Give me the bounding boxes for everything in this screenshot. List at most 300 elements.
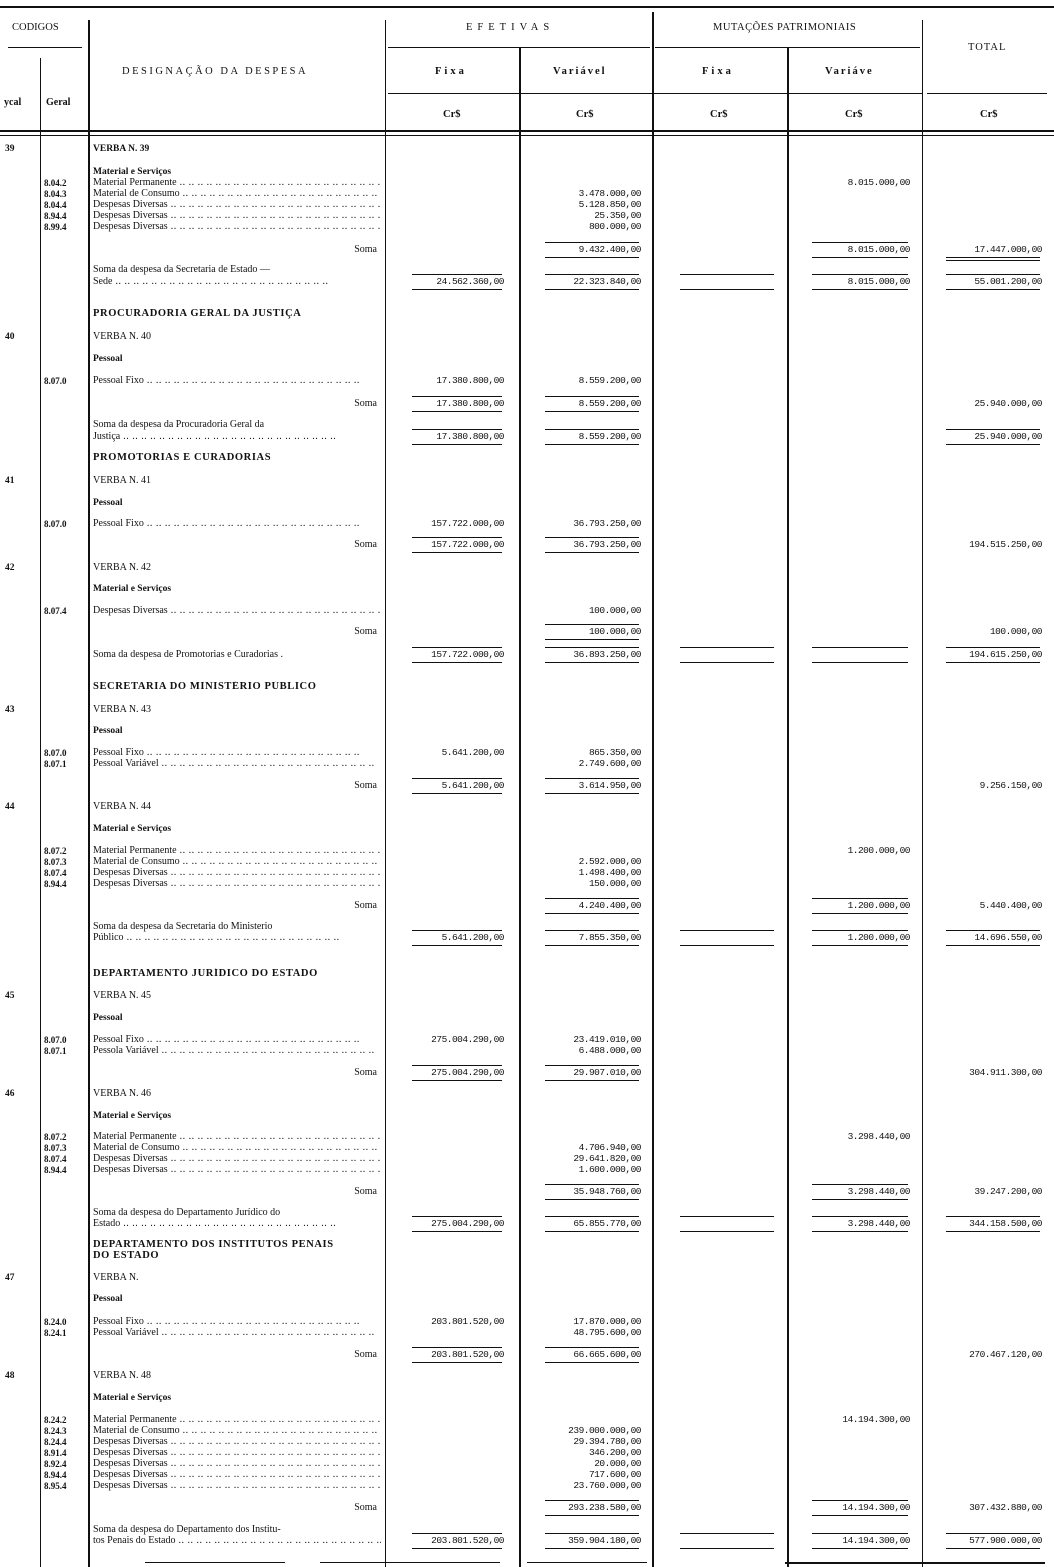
table-row [0, 431, 1054, 443]
sum-rule [946, 930, 1040, 931]
value-var-ef: 25.350,00 [594, 210, 641, 221]
sum-rule [545, 1216, 639, 1217]
value-fixa-ef: 5.641.200,00 [441, 780, 504, 791]
geral-code: 8.07.2 [44, 1132, 67, 1142]
sum-rule [412, 289, 502, 290]
value-fixa-ef: 5.641.200,00 [441, 932, 504, 943]
value-var-ef: 2.592.000,00 [578, 856, 641, 867]
table-row [0, 1250, 1054, 1262]
sum-rule [946, 1216, 1040, 1217]
sum-rule [545, 537, 639, 538]
sum-rule [545, 945, 639, 946]
sum-rule [680, 289, 774, 290]
value-total: 304.911.300,00 [969, 1067, 1042, 1078]
row-description: Soma [354, 1186, 377, 1197]
sum-rule [412, 647, 502, 648]
row-description: Pessoal Fixo .. .. [93, 1034, 381, 1046]
value-var-mut: 3.298.440,00 [847, 1131, 910, 1142]
sum-rule [812, 289, 908, 290]
sum-rule [545, 1184, 639, 1185]
row-description: Soma da despesa da Procuradoria Geral da [93, 419, 265, 430]
sum-rule [545, 1548, 639, 1549]
sum-rule [412, 1216, 502, 1217]
value-fixa-ef: 157.722.000,00 [431, 518, 504, 529]
value-var-ef: 1.600.000,00 [578, 1164, 641, 1175]
table-row [0, 1392, 1054, 1404]
sum-rule [412, 1347, 502, 1348]
row-description: Material Permanente .. .. [93, 177, 381, 189]
geral-code: 8.07.1 [44, 759, 67, 769]
sum-rule [812, 945, 908, 946]
fixa-header: Fixa [435, 66, 467, 77]
row-description: DO ESTADO [93, 1250, 160, 1261]
sum-rule [412, 1533, 502, 1534]
value-fixa-ef: 203.801.520,00 [431, 1535, 504, 1546]
row-description: VERBA N. 43 [93, 704, 152, 715]
currency-fixa: Cr$ [443, 109, 461, 120]
sum-rule [946, 647, 1040, 648]
sum-rule [680, 1533, 774, 1534]
geral-code: 8.07.3 [44, 857, 67, 867]
sum-rule [545, 913, 639, 914]
row-description: Pessoal Fixo .. .. [93, 1316, 381, 1328]
currency-variavel: Cr$ [576, 109, 594, 120]
table-row [0, 801, 1054, 813]
value-var-ef: 239.000.000,00 [568, 1425, 641, 1436]
value-var-ef: 150.000,00 [588, 878, 641, 889]
geral-code: 8.99.4 [44, 222, 67, 232]
value-fixa-ef: 5.641.200,00 [441, 747, 504, 758]
sum-rule [946, 444, 1040, 445]
geral-code: 8.07.3 [44, 1143, 67, 1153]
sum-rule [545, 898, 639, 899]
row-description: Pessoal [93, 498, 123, 508]
row-description: Soma [354, 1349, 377, 1360]
value-total: 25.940.000,00 [974, 398, 1042, 409]
value-var-ef: 48.795.600,00 [573, 1327, 641, 1338]
row-description: Despesas Diversas .. .. [93, 1480, 381, 1492]
table-row [0, 331, 1054, 343]
sum-rule [946, 662, 1040, 663]
sum-rule [680, 1548, 774, 1549]
row-description: Pessoal [93, 354, 123, 364]
sum-rule [812, 647, 908, 648]
value-var-ef: 36.793.250,00 [573, 518, 641, 529]
value-var-mut: 14.194.300,00 [842, 1535, 910, 1546]
row-description: VERBA N. 46 [93, 1088, 152, 1099]
row-description: Pessola Variável .. .. [93, 1045, 381, 1057]
sum-rule [545, 411, 639, 412]
row-description: Soma da despesa do Departamento dos Institu- [93, 1524, 281, 1535]
table-row [0, 1327, 1054, 1339]
sum-rule [812, 913, 908, 914]
sum-rule [680, 1216, 774, 1217]
table-row [0, 780, 1054, 792]
table-row [0, 375, 1054, 387]
sum-rule [545, 930, 639, 931]
table-row [0, 1535, 1054, 1547]
row-description: VERBA N. 45 [93, 990, 152, 1001]
fixa-mut-header: Fixa [702, 66, 734, 77]
row-description: Despesas Diversas .. .. [93, 1164, 381, 1176]
geral-code: 8.94.4 [44, 211, 67, 221]
sum-rule [812, 274, 908, 275]
verba-code: 44 [5, 802, 15, 812]
row-description: tos Penais do Estado .. .. [93, 1535, 381, 1547]
sum-rule [412, 552, 502, 553]
table-row [0, 583, 1054, 595]
table-row [0, 704, 1054, 716]
value-var-ef: 1.498.400,00 [578, 867, 641, 878]
row-description: Despesas Diversas .. .. [93, 221, 381, 233]
value-fixa-ef: 17.380.800,00 [436, 375, 504, 386]
sum-rule [680, 945, 774, 946]
sum-rule [545, 552, 639, 553]
value-var-ef: 3.478.000,00 [578, 188, 641, 199]
table-row [0, 725, 1054, 737]
row-description: Material de Consumo .. .. [93, 1425, 381, 1437]
table-row [0, 1164, 1054, 1176]
table-row [0, 1186, 1054, 1198]
sum-rule [545, 242, 639, 243]
value-fixa-ef: 17.380.800,00 [436, 431, 504, 442]
value-total: 344.158.500,00 [969, 1218, 1042, 1229]
code-geral-header: Geral [46, 97, 71, 108]
geral-code: 8.24.4 [44, 1437, 67, 1447]
value-total: 39.247.200,00 [974, 1186, 1042, 1197]
sum-rule [545, 396, 639, 397]
sum-rule [680, 274, 774, 275]
row-description: Soma [354, 900, 377, 911]
geral-code: 8.94.4 [44, 879, 67, 889]
geral-code: 8.07.0 [44, 376, 67, 386]
row-description: Soma [354, 539, 377, 550]
value-var-ef: 359.904.180,00 [568, 1535, 641, 1546]
sum-rule [412, 1231, 502, 1232]
value-var-ef: 29.394.780,00 [573, 1436, 641, 1447]
geral-code: 8.24.0 [44, 1317, 67, 1327]
sum-rule [545, 662, 639, 663]
table-row [0, 518, 1054, 530]
row-description: VERBA N. 41 [93, 475, 152, 486]
value-total: 194.615.250,00 [969, 649, 1042, 660]
table-row [0, 1293, 1054, 1305]
row-description: Soma da despesa do Departamento Jurídico do [93, 1207, 281, 1218]
sum-rule [412, 396, 502, 397]
value-total: 25.940.000,00 [974, 431, 1042, 442]
table-row [0, 244, 1054, 256]
geral-code: 8.07.0 [44, 1035, 67, 1045]
code-local-header: ycal [4, 97, 22, 108]
sum-rule [412, 537, 502, 538]
row-description: Soma [354, 1502, 377, 1513]
verba-code: 47 [5, 1273, 15, 1283]
value-total: 55.001.200,00 [974, 276, 1042, 287]
geral-code: 8.94.4 [44, 1470, 67, 1480]
value-var-ef: 35.948.760,00 [573, 1186, 641, 1197]
row-description: Pessoal Variável .. .. [93, 1327, 381, 1339]
row-description: Material Permanente .. .. [93, 1131, 381, 1143]
table-row [0, 990, 1054, 1002]
table-row [0, 1502, 1054, 1514]
geral-code: 8.92.4 [44, 1459, 67, 1469]
sum-rule [680, 1231, 774, 1232]
sum-rule [812, 662, 908, 663]
geral-code: 8.91.4 [44, 1448, 67, 1458]
value-fixa-ef: 17.380.800,00 [436, 398, 504, 409]
value-var-ef: 2.749.600,00 [578, 758, 641, 769]
footer-rule-2 [320, 1562, 500, 1563]
sum-rule [412, 274, 502, 275]
value-var-ef: 5.128.850,00 [578, 199, 641, 210]
table-row [0, 1045, 1054, 1057]
value-total: 14.696.550,00 [974, 932, 1042, 943]
sum-rule [812, 1199, 908, 1200]
sum-rule [812, 1515, 908, 1516]
table-row [0, 681, 1054, 693]
table-row [0, 419, 1054, 431]
value-var-ef: 22.323.840,00 [573, 276, 641, 287]
total-header: TOTAL [968, 42, 1007, 53]
verba-code: 45 [5, 991, 15, 1001]
sum-rule [545, 1231, 639, 1232]
sum-rule [812, 242, 908, 243]
row-description: Sede .. .. [93, 276, 381, 288]
geral-code: 8.95.4 [44, 1481, 67, 1491]
value-var-mut: 14.194.300,00 [842, 1502, 910, 1513]
row-description: VERBA N. 42 [93, 562, 152, 573]
row-description: Material Permanente .. .. [93, 1414, 381, 1426]
row-description: Despesas Diversas .. .. [93, 1458, 381, 1470]
value-var-ef: 6.488.000,00 [578, 1045, 641, 1056]
value-var-ef: 23.419.010,00 [573, 1034, 641, 1045]
row-description: Pessoal Fixo .. .. [93, 518, 381, 530]
geral-code: 8.94.4 [44, 1165, 67, 1175]
row-description: Despesas Diversas .. .. [93, 878, 381, 890]
row-description: Soma [354, 780, 377, 791]
sum-rule [545, 793, 639, 794]
sum-rule [545, 289, 639, 290]
value-var-mut: 8.015.000,00 [847, 244, 910, 255]
value-total: 9.256.150,00 [979, 780, 1042, 791]
value-var-mut: 1.200.000,00 [847, 900, 910, 911]
table-row [0, 562, 1054, 574]
sum-rule [412, 930, 502, 931]
row-description: Justiça .. .. [93, 431, 381, 443]
row-description: PROMOTORIAS E CURADORIAS [93, 452, 272, 463]
row-description: Material de Consumo .. .. [93, 1142, 381, 1154]
row-description: Material e Serviços [93, 1111, 172, 1121]
mutacoes-header: MUTAÇÕES PATRIMONIAIS [713, 22, 857, 33]
value-fixa-ef: 275.004.290,00 [431, 1034, 504, 1045]
descricao-header: DESIGNAÇÃO DA DESPESA [122, 66, 309, 77]
table-row [0, 221, 1054, 233]
row-description: Público .. .. [93, 932, 381, 944]
codigos-header: CODIGOS [12, 22, 59, 33]
table-row [0, 539, 1054, 551]
sum-rule [545, 257, 639, 258]
value-fixa-ef: 157.722.000,00 [431, 649, 504, 660]
value-fixa-ef: 275.004.290,00 [431, 1218, 504, 1229]
sum-rule [412, 793, 502, 794]
sum-rule [812, 1184, 908, 1185]
value-var-ef: 66.665.600,00 [573, 1349, 641, 1360]
table-row [0, 398, 1054, 410]
value-var-ef: 9.432.400,00 [578, 244, 641, 255]
value-fixa-ef: 275.004.290,00 [431, 1067, 504, 1078]
value-var-ef: 65.855.770,00 [573, 1218, 641, 1229]
table-row [0, 968, 1054, 980]
table-row [0, 900, 1054, 912]
footer-rule-3 [527, 1562, 647, 1563]
sum-rule [680, 930, 774, 931]
geral-code: 8.24.3 [44, 1426, 67, 1436]
sum-rule [412, 429, 502, 430]
value-var-ef: 17.870.000,00 [573, 1316, 641, 1327]
value-fixa-ef: 203.801.520,00 [431, 1349, 504, 1360]
row-description: DEPARTAMENTO DOS INSTITUTOS PENAIS [93, 1239, 334, 1250]
table-row [0, 758, 1054, 770]
row-description: Material Permanente .. .. [93, 845, 381, 857]
value-var-mut: 1.200.000,00 [847, 932, 910, 943]
value-fixa-ef: 203.801.520,00 [431, 1316, 504, 1327]
row-description: Pessoal [93, 1013, 123, 1023]
table-row [0, 276, 1054, 288]
row-description: Despesas Diversas .. .. [93, 1153, 381, 1165]
sum-rule [946, 289, 1040, 290]
geral-code: 8.07.4 [44, 606, 67, 616]
row-description: Despesas Diversas .. .. [93, 1447, 381, 1459]
sum-rule [545, 624, 639, 625]
value-var-ef: 7.855.350,00 [578, 932, 641, 943]
geral-code: 8.24.1 [44, 1328, 67, 1338]
value-total: 194.515.250,00 [969, 539, 1042, 550]
variavel-header: Variável [553, 66, 607, 77]
sum-rule [412, 1080, 502, 1081]
sum-rule [412, 1548, 502, 1549]
sum-rule [812, 257, 908, 258]
row-description: SECRETARIA DO MINISTÉRIO PÚBLICO [93, 681, 317, 692]
row-description: DEPARTAMENTO JURÍDICO DO ESTADO [93, 968, 318, 979]
table-row [0, 1218, 1054, 1230]
table-row [0, 1370, 1054, 1382]
value-fixa-ef: 24.562.360,00 [436, 276, 504, 287]
table-row [0, 605, 1054, 617]
sum-rule [812, 1533, 908, 1534]
value-var-ef: 346.200,00 [588, 1447, 641, 1458]
table-row [0, 878, 1054, 890]
table-row [0, 353, 1054, 365]
geral-code: 8.07.4 [44, 868, 67, 878]
row-description: Despesas Diversas .. .. [93, 199, 381, 211]
row-description: Material de Consumo .. .. [93, 188, 381, 200]
row-description: VERBA N. 48 [93, 1370, 152, 1381]
sum-rule [412, 778, 502, 779]
value-var-ef: 36.793.250,00 [573, 539, 641, 550]
row-description: Despesas Diversas .. .. [93, 210, 381, 222]
value-var-ef: 20.000,00 [594, 1458, 641, 1469]
value-total: 270.467.120,00 [969, 1349, 1042, 1360]
table-row [0, 497, 1054, 509]
geral-code: 8.07.4 [44, 1154, 67, 1164]
value-var-mut: 3.298.440,00 [847, 1218, 910, 1229]
geral-code: 8.24.2 [44, 1415, 67, 1425]
sum-rule [412, 444, 502, 445]
geral-code: 8.07.1 [44, 1046, 67, 1056]
sum-rule [412, 662, 502, 663]
sum-rule [946, 1231, 1040, 1232]
sum-rule [946, 1548, 1040, 1549]
row-description: Soma da despesa da Secretaria de Estado — [93, 264, 270, 275]
verba-code: 41 [5, 476, 15, 486]
sum-rule [545, 1347, 639, 1348]
variavel-mut-header: Variáve [825, 66, 874, 77]
table-row [0, 626, 1054, 638]
sum-rule [545, 1515, 639, 1516]
table-row [0, 1272, 1054, 1284]
sum-rule [812, 930, 908, 931]
row-description: Soma [354, 626, 377, 637]
sum-rule [812, 1500, 908, 1501]
row-description: Material e Serviços [93, 584, 172, 594]
table-row [0, 308, 1054, 320]
value-fixa-ef: 157.722.000,00 [431, 539, 504, 550]
row-description: Despesas Diversas .. .. [93, 605, 381, 617]
verba-code: 40 [5, 332, 15, 342]
sum-rule [412, 1065, 502, 1066]
row-description: Soma da despesa de Promotorias e Curadorias . [93, 649, 283, 660]
sum-rule [812, 1548, 908, 1549]
row-description: Material e Serviços [93, 167, 172, 177]
value-var-ef: 8.559.200,00 [578, 398, 641, 409]
value-var-mut: 14.194.300,00 [842, 1414, 910, 1425]
verba-code: 43 [5, 705, 15, 715]
verba-code: 42 [5, 563, 15, 573]
sum-rule [680, 662, 774, 663]
value-var-mut: 8.015.000,00 [847, 177, 910, 188]
row-description: VERBA N. 39 [93, 144, 150, 154]
value-var-ef: 29.907.010,00 [573, 1067, 641, 1078]
geral-code: 8.04.3 [44, 189, 67, 199]
sum-rule [545, 274, 639, 275]
row-description: Soma da despesa da Secretaria do Ministerio [93, 921, 273, 932]
sum-rule [680, 647, 774, 648]
sum-rule [545, 1362, 639, 1363]
value-var-mut: 1.200.000,00 [847, 845, 910, 856]
sum-rule [545, 1500, 639, 1501]
value-var-ef: 8.559.200,00 [578, 431, 641, 442]
table-row [0, 1088, 1054, 1100]
geral-code: 8.04.4 [44, 200, 67, 210]
table-row [0, 1349, 1054, 1361]
row-description: Soma [354, 398, 377, 409]
table-row [0, 932, 1054, 944]
table-row [0, 1110, 1054, 1122]
row-description: VERBA N. 40 [93, 331, 152, 342]
footer-rule-1 [145, 1562, 285, 1563]
value-var-mut: 3.298.440,00 [847, 1186, 910, 1197]
sum-rule [812, 1216, 908, 1217]
value-var-ef: 4.706.940,00 [578, 1142, 641, 1153]
value-var-ef: 800.000,00 [588, 221, 641, 232]
footer-rule-4 [785, 1562, 1045, 1564]
value-var-ef: 100.000,00 [588, 605, 641, 616]
sum-rule [412, 411, 502, 412]
currency-total: Cr$ [980, 109, 998, 120]
value-var-ef: 8.559.200,00 [578, 375, 641, 386]
row-description: Pessoal Fixo .. .. [93, 375, 381, 387]
geral-code: 8.07.0 [44, 519, 67, 529]
